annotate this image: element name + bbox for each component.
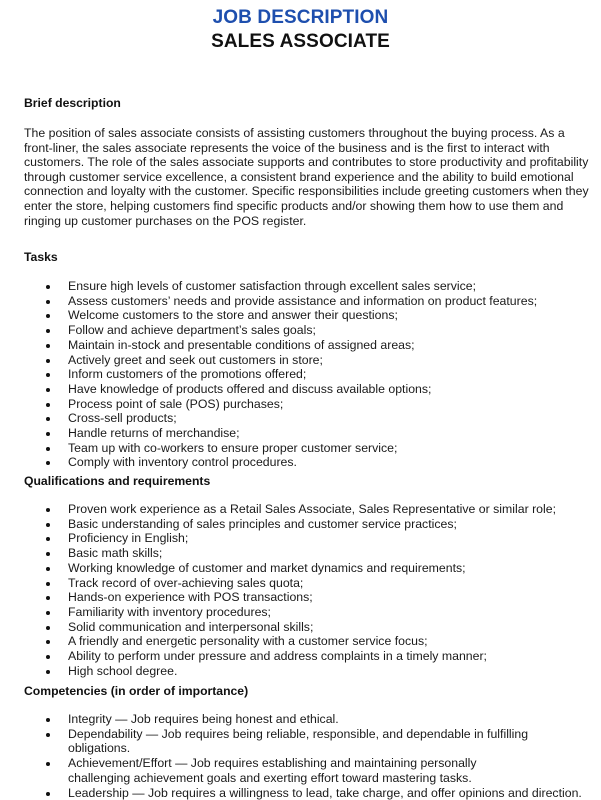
list-item: High school degree. bbox=[0, 664, 588, 679]
bullet-icon bbox=[46, 344, 50, 348]
competencies-list bbox=[0, 712, 601, 800]
list-item: Welcome customers to the store and answer their questions; bbox=[0, 308, 588, 323]
list-item: Proven work experience as a Retail Sales Associate, Sales Representative or similar role; bbox=[0, 502, 588, 517]
bullet-icon bbox=[46, 596, 50, 600]
bullet-icon bbox=[46, 388, 50, 392]
list-item: Comply with inventory control procedures. bbox=[0, 455, 588, 470]
tasks-heading: Tasks bbox=[24, 250, 58, 264]
bullet-icon bbox=[46, 403, 50, 407]
list-item: A friendly and energetic personality with a customer service focus; bbox=[0, 634, 588, 649]
list-item: Ensure high levels of customer satisfaction through excellent sales service; bbox=[0, 279, 588, 294]
list-item: Actively greet and seek out customers in store; bbox=[0, 353, 588, 368]
list-item: Dependability — Job requires being reliable, responsible, and dependable in fulfilling obligations. bbox=[0, 727, 588, 756]
bullet-icon bbox=[46, 718, 50, 722]
brief-description-heading: Brief description bbox=[24, 96, 121, 110]
list-item: Team up with co-workers to ensure proper customer service; bbox=[0, 441, 588, 456]
bullet-icon bbox=[46, 285, 50, 289]
list-item: Hands-on experience with POS transactions; bbox=[0, 590, 588, 605]
list-item: Process point of sale (POS) purchases; bbox=[0, 397, 588, 412]
bullet-icon bbox=[46, 640, 50, 644]
bullet-icon bbox=[46, 314, 50, 318]
list-item: Follow and achieve department’s sales goals; bbox=[0, 323, 588, 338]
list-item: Track record of over-achieving sales quota; bbox=[0, 576, 588, 591]
brief-description-text: The position of sales associate consists of assisting customers throughout the buying process. As a front-liner, the sales associate represents the voice of the business and is the first to interact with customers. The role of the sales associate supports and contributes to store productivity and profitability through customer service excellence, a consistent brand experience and the ability to build emotional connection and loyalty with the customer. Specific responsibilities include greeting customers when they enter the store, helping customers find specific products and/or showing them how to use them and ringing up customer purchases on the POS register. bbox=[24, 126, 589, 228]
bullet-icon bbox=[46, 447, 50, 451]
bullet-icon bbox=[46, 552, 50, 556]
list-item: Working knowledge of customer and market dynamics and requirements; bbox=[0, 561, 588, 576]
bullet-icon bbox=[46, 567, 50, 571]
tasks-list bbox=[0, 279, 601, 470]
list-item: Maintain in-stock and presentable conditions of assigned areas; bbox=[0, 338, 588, 353]
bullet-icon bbox=[46, 626, 50, 630]
bullet-icon bbox=[46, 359, 50, 363]
competencies-heading: Competencies (in order of importance) bbox=[24, 684, 249, 698]
list-item: Integrity — Job requires being honest and ethical. bbox=[0, 712, 588, 727]
list-item: Cross-sell products; bbox=[0, 411, 588, 426]
bullet-icon bbox=[46, 762, 50, 766]
bullet-icon bbox=[46, 655, 50, 659]
bullet-icon bbox=[46, 508, 50, 512]
list-item: Familiarity with inventory procedures; bbox=[0, 605, 588, 620]
bullet-icon bbox=[46, 792, 50, 796]
bullet-icon bbox=[46, 582, 50, 586]
list-item: Basic math skills; bbox=[0, 546, 588, 561]
bullet-icon bbox=[46, 523, 50, 527]
bullet-icon bbox=[46, 611, 50, 615]
document-title: JOB DESCRIPTION bbox=[212, 7, 389, 28]
qualifications-list bbox=[0, 502, 601, 678]
bullet-icon bbox=[46, 373, 50, 377]
bullet-icon bbox=[46, 432, 50, 436]
document-subtitle: SALES ASSOCIATE bbox=[211, 31, 390, 52]
bullet-icon bbox=[46, 670, 50, 674]
list-item: Leadership — Job requires a willingness to lead, take charge, and offer opinions and direction. bbox=[0, 786, 588, 800]
list-item: Have knowledge of products offered and discuss available options; bbox=[0, 382, 588, 397]
list-item: Achievement/Effort — Job requires establishing and maintaining personally challenging achievement goals and exerting effort toward mastering tasks. bbox=[0, 756, 538, 785]
qualifications-heading: Qualifications and requirements bbox=[24, 474, 211, 488]
bullet-icon bbox=[46, 461, 50, 465]
bullet-icon bbox=[46, 329, 50, 333]
list-item: Solid communication and interpersonal skills; bbox=[0, 620, 588, 635]
list-item: Assess customers’ needs and provide assistance and information on product features; bbox=[0, 294, 588, 309]
list-item: Ability to perform under pressure and address complaints in a timely manner; bbox=[0, 649, 588, 664]
list-item: Inform customers of the promotions offered; bbox=[0, 367, 588, 382]
list-item: Proficiency in English; bbox=[0, 531, 588, 546]
list-item: Basic understanding of sales principles and customer service practices; bbox=[0, 517, 588, 532]
list-item: Handle returns of merchandise; bbox=[0, 426, 588, 441]
bullet-icon bbox=[46, 300, 50, 304]
bullet-icon bbox=[46, 733, 50, 737]
bullet-icon bbox=[46, 417, 50, 421]
bullet-icon bbox=[46, 537, 50, 541]
